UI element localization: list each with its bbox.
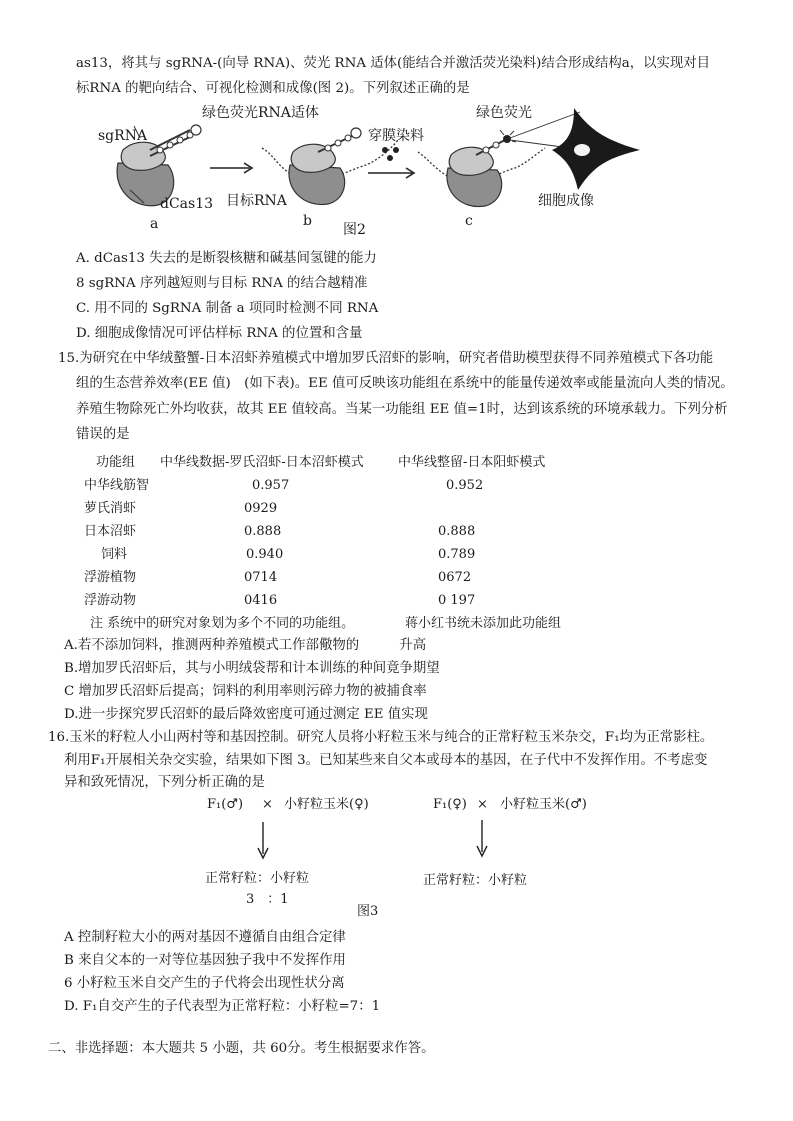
table-header-group: 功能组: [96, 455, 136, 470]
table-note: 注 系统中的研究对象划为多个不同的功能组。: [90, 616, 355, 631]
q16-stem-line-1: 16.玉米的籽粒人小山两村等和基因控制。研究人员将小籽粒玉米与纯合的正常籽粒玉米杂交，F₁均为正常影柱。: [48, 730, 714, 745]
q16-option-d: D. F₁自交产生的子代表型为正常籽粒：小籽粒=7：1: [64, 999, 381, 1014]
q14-option-a: A. dCas13 失去的是断裂核糖和碱基间氢键的能力: [76, 251, 377, 266]
table-row-group: 浮游植物: [84, 570, 137, 585]
figure-3-caption: 图3: [357, 904, 379, 919]
q16-option-b: B 来自父本的一对等位基因独子我中不发挥作用: [64, 953, 346, 968]
table-row-mode-2: 0 197: [438, 593, 476, 608]
label-aptamer: 绿色荧光RNA适体: [202, 105, 319, 121]
q15-stem-line-3: 养殖生物除死亡外均收获，故其 EE 值较高。当某一功能组 EE 值=1时，达到该系统的环境承载力。下列分析: [76, 402, 728, 417]
dye-dot: [387, 155, 393, 161]
table-note-right: 蒋小红书统未添加此功能组: [405, 616, 562, 631]
table-row-mode-1: 0.957: [252, 478, 290, 493]
right-cross-f1: F₁(♀): [433, 797, 467, 812]
table-row-mode-2: 0.888: [438, 524, 476, 539]
left-cross-f1: F₁(♂): [207, 797, 244, 812]
left-cross-result: 正常籽粒：小籽粒: [205, 871, 310, 886]
figure-3-arrows: [0, 815, 793, 875]
label-b: b: [303, 213, 312, 229]
left-cross-parent: 小籽粒玉米(♀): [284, 797, 369, 812]
q15-option-b: B.增加罗氏沼虾后，其与小明绒袋帮和计本训练的种间竟争期望: [64, 661, 440, 676]
table-row-group: 中华线筋智: [84, 478, 150, 493]
q14-option-d: D. 细胞成像情况可评估样标 RNA 的位置和含量: [76, 326, 363, 341]
q14-option-b: 8 sgRNA 序列越短则与目标 RNA 的结合越精准: [76, 276, 368, 291]
q16-option-c: 6 小籽粒玉米自交产生的子代将会出现性状分离: [64, 976, 345, 991]
figure-2-caption: 图2: [343, 222, 366, 238]
table-header-mode-2: 中华线整留-日本阳虾模式: [398, 455, 546, 470]
right-cross-parent: 小籽粒玉米(♂): [500, 797, 587, 812]
q15-option-d: D.进一步探究罗氏沼虾的最后降效密度可通过测定 EE 值实现: [64, 707, 428, 722]
table-row-group: 浮游动物: [84, 593, 137, 608]
q15-stem-line-4: 错误的是: [76, 427, 130, 442]
label-cell-imaging: 细胞成像: [538, 193, 594, 209]
dye-dot: [393, 147, 399, 153]
q15-option-a: A.若不添加饲料，推测两种养殖模式工作部儆物的 升高: [64, 638, 427, 653]
left-cross-times: ×: [262, 797, 273, 812]
label-c: c: [465, 213, 473, 229]
q15-option-c: C 增加罗氏沼虾后提高；饲料的利用率则污碎力物的被捕食率: [64, 684, 427, 699]
cell-image: [552, 108, 640, 190]
label-sgrna: sgRNA: [98, 128, 148, 144]
q14-stem-line-1: as13，将其与 sgRNA-(向导 RNA)、荧光 RNA 适体(能结合并激活荧光染料)结合形成结构a，以实现对目: [76, 56, 711, 71]
label-green-fluor: 绿色荧光: [476, 105, 532, 121]
table-row-group: 饲料: [101, 547, 128, 562]
table-row-group: 日本沼虾: [84, 524, 137, 539]
q14-option-c: C. 用不同的 SgRNA 制备 a 项同时检测不同 RNA: [76, 301, 379, 316]
q14-stem-line-2: 标RNA 的靶向结合、可视化检测和成像(图 2)。下列叙述正确的是: [76, 81, 470, 96]
table-row-mode-2: 0672: [438, 570, 472, 585]
label-dye: 穿膜染料: [368, 128, 424, 144]
table-row-mode-1: 0416: [244, 593, 278, 608]
figure-2: [0, 100, 793, 245]
q15-stem-line-1: 15.为研究在中华绒螯蟹-日本沼虾养殖模式中增加罗氏沼虾的影响，研究者借助模型获得不同养殖模式下各功能: [58, 351, 714, 366]
table-row-mode-1: 0929: [244, 501, 278, 516]
label-target-rna: 目标RNA: [226, 193, 287, 209]
q16-stem-line-3: 异和致死情况，下列分析正确的是: [64, 775, 265, 790]
right-cross-times: ×: [477, 797, 488, 812]
label-dcas13: dCas13: [160, 196, 214, 212]
table-row-mode-1: 0.888: [244, 524, 282, 539]
q16-option-a: A 控制籽粒大小的两对基因不遵循自由组合定律: [64, 930, 346, 945]
right-cross-result: 正常籽粒：小籽粒: [423, 873, 528, 888]
dye-dot: [382, 147, 388, 153]
table-row-mode-1: 0714: [244, 570, 278, 585]
left-cross-ratio: 3 ：1: [246, 892, 289, 907]
table-row-mode-2: 0.952: [446, 478, 484, 493]
table-row-mode-1: 0.940: [246, 547, 284, 562]
section-2-heading: 二、非选择题：本大题共 5 小题，共 60分。考生根据要求作答。: [48, 1041, 435, 1056]
table-row-group: 萝氏消虾: [84, 501, 137, 516]
label-a: a: [150, 216, 159, 232]
table-header-mode-1: 中华线数据-罗氏沼虾-日本沼虾模式: [160, 455, 364, 470]
table-row-mode-2: 0.789: [438, 547, 476, 562]
q16-stem-line-2: 利用F₁开展相关杂交实验，结果如下图 3。已知某些来自父本或母本的基因，在子代中不发挥作用。不考虑变: [64, 753, 708, 768]
q15-stem-line-2: 组的生态营养效率(EE 值) (如下表)。EE 值可反映该功能组在系统中的能量传递效率或能量流向人类的情况。: [76, 376, 734, 391]
